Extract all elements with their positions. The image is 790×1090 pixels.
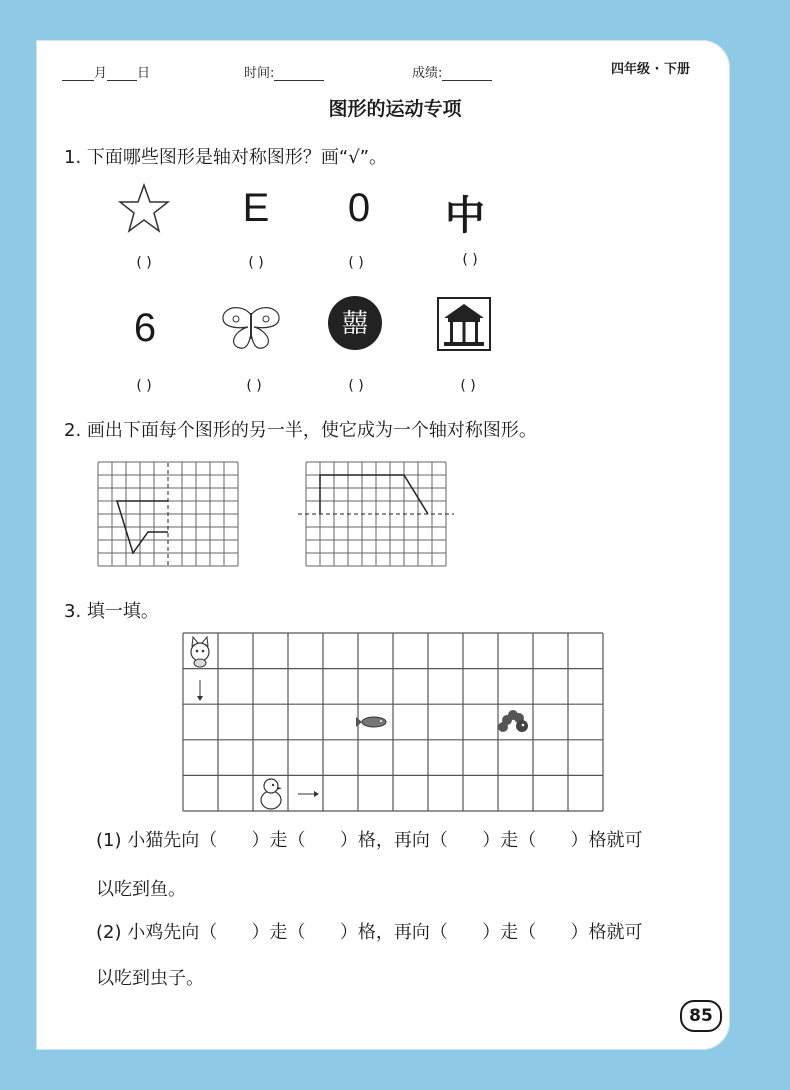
chick-icon	[261, 779, 282, 809]
time-blank[interactable]	[274, 68, 324, 81]
page-number: 85	[680, 1000, 722, 1032]
answer-paren-pavilion[interactable]: ( )	[460, 378, 476, 394]
double-happiness-icon	[326, 294, 384, 352]
answer-paren-butterfly[interactable]: ( )	[246, 378, 262, 394]
score-blank[interactable]	[442, 68, 492, 81]
grid-1[interactable]	[96, 460, 240, 568]
fish-icon	[356, 717, 386, 727]
date-field	[62, 62, 150, 81]
sub-question-1-line-1[interactable]: (1) 小猫先向（ ）走（ ）格，再向（ ）走（ ）格就可	[96, 830, 643, 851]
answer-paren-zero[interactable]: ( )	[348, 255, 364, 271]
day-blank[interactable]	[107, 68, 137, 81]
answer-paren-zhong[interactable]: ( )	[462, 252, 478, 268]
time-field	[244, 62, 324, 81]
movement-grid	[180, 630, 606, 814]
butterfly-icon	[220, 305, 282, 351]
grade-label: 四年级 · 下册	[611, 62, 690, 77]
svg-text:囍: 囍	[341, 309, 369, 339]
question-2-prompt: 2. 画出下面每个图形的另一半，使它成为一个轴对称图形。	[64, 420, 537, 441]
score-field	[412, 62, 492, 81]
day-label: 日	[137, 66, 151, 81]
answer-paren-star[interactable]: ( )	[136, 255, 152, 271]
month-label: 月	[94, 66, 108, 81]
cat-icon	[191, 637, 209, 667]
letter-e: E	[242, 186, 270, 230]
pavilion-icon	[436, 296, 492, 352]
answer-paren-happiness[interactable]: ( )	[348, 378, 364, 394]
question-1-prompt: 1. 下面哪些图形是轴对称图形？画“√”。	[64, 147, 388, 168]
answer-paren-six[interactable]: ( )	[136, 378, 152, 394]
month-blank[interactable]	[62, 68, 94, 81]
sub-question-2-line-2: 以吃到虫子。	[96, 968, 204, 989]
half-shape-2	[320, 475, 428, 514]
question-3-prompt: 3. 填一填。	[64, 601, 159, 622]
digit-six: 6	[133, 306, 157, 350]
page-title: 图形的运动专项	[328, 98, 462, 120]
sub-question-2-line-1[interactable]: (2) 小鸡先向（ ）走（ ）格，再向（ ）走（ ）格就可	[96, 922, 643, 943]
score-label: 成绩:	[412, 66, 443, 81]
zhong-character: 中	[445, 193, 485, 239]
time-label: 时间:	[244, 66, 275, 81]
digit-zero: 0	[347, 186, 371, 230]
down-arrow	[197, 680, 203, 701]
sub-question-1-line-2: 以吃到鱼。	[96, 879, 186, 900]
star-icon	[118, 182, 170, 234]
grid-2[interactable]	[296, 460, 456, 568]
answer-paren-e[interactable]: ( )	[248, 255, 264, 271]
caterpillar-icon	[498, 710, 528, 732]
right-arrow	[298, 791, 319, 797]
